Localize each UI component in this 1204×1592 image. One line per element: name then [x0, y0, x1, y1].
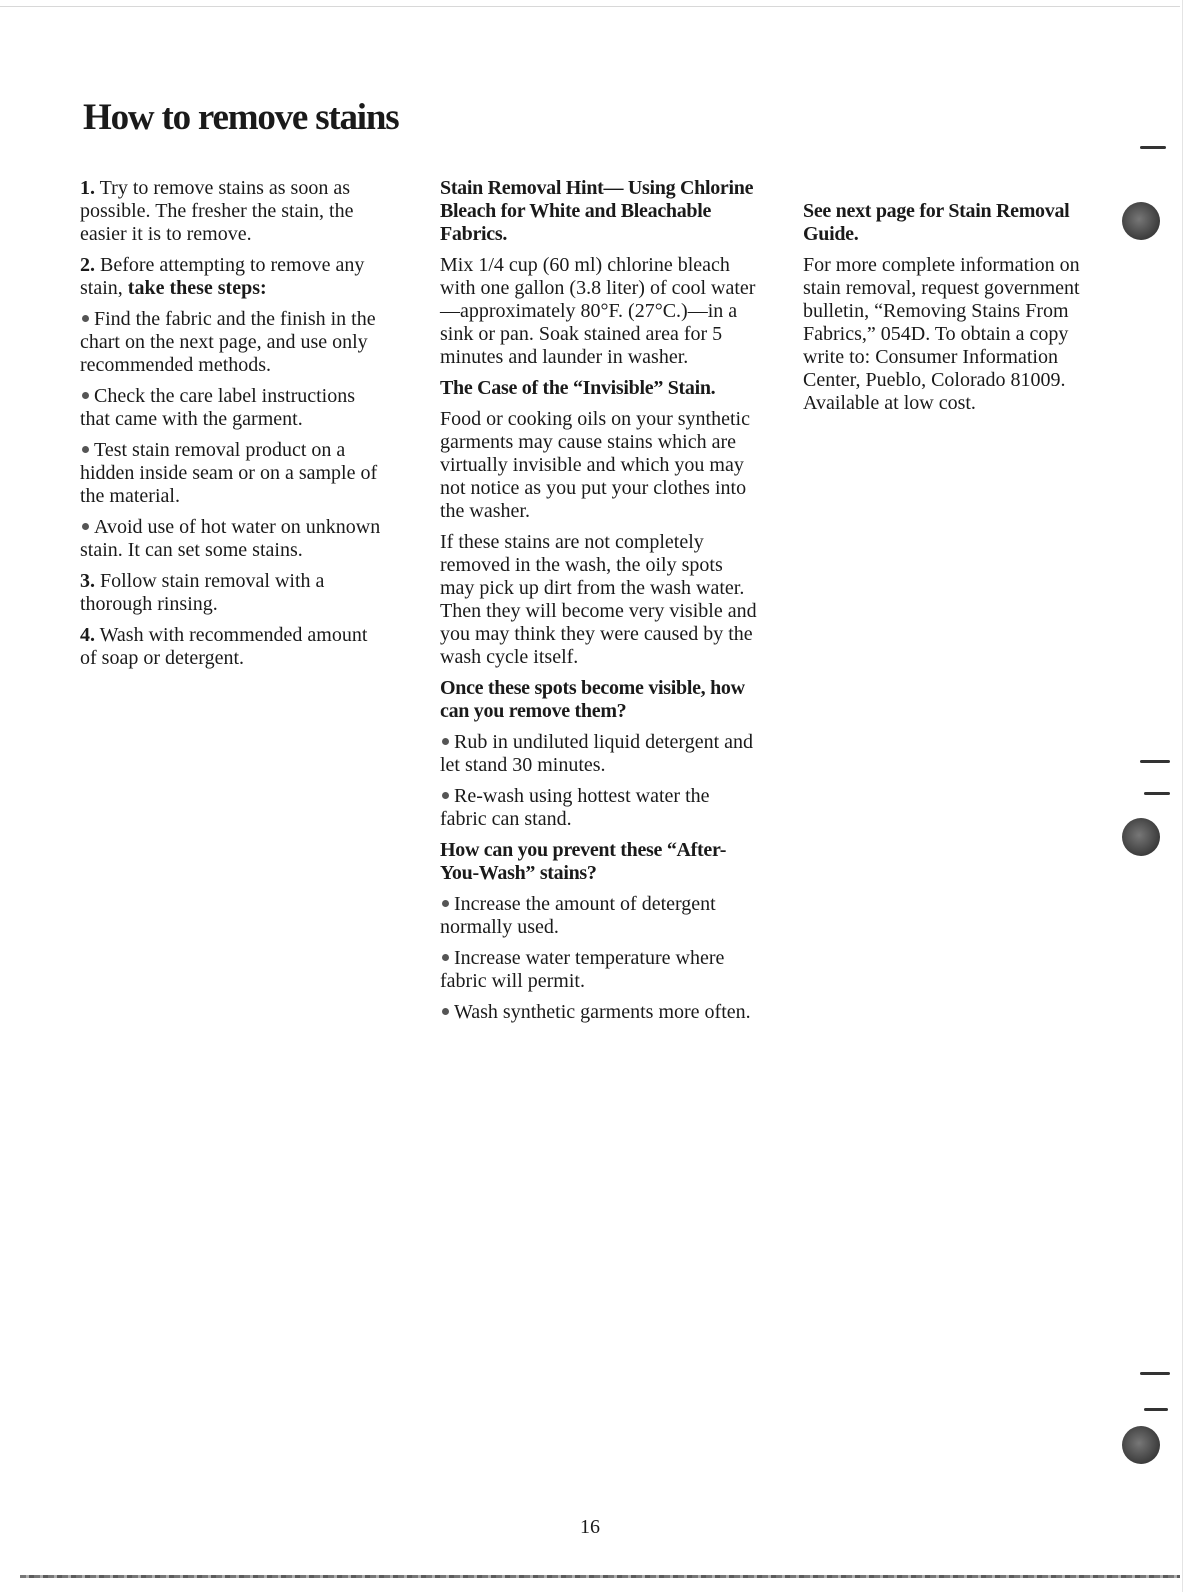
step-1: [80, 177, 385, 246]
scan-mark: [1140, 1372, 1170, 1375]
top-rule: [0, 6, 1180, 7]
list-item: [440, 731, 760, 777]
step-number: 3.: [80, 570, 95, 592]
step-text-bold: take these steps:: [127, 277, 267, 299]
list-item: [440, 785, 760, 831]
paragraph: Mix 1/4 cup (60 ml) chlorine bleach with one gallon (3.8 liter) of cool water—approximately 80°F. (27°C.)—in a sink or pan. Soak stained area for 5 minutes and launder in washer.: [440, 254, 756, 368]
list-item: [80, 385, 385, 431]
column-middle: [440, 177, 760, 1032]
paragraph: For more complete information on stain removal, request government bulletin, “Removing Stains From Fabrics,” 054D. To obtain a copy write to: Consumer Information Center, Pueblo, Colorado 81009. Available at low cost.: [803, 254, 1080, 414]
section-heading: How can you prevent these “After-You-Wash” stains?: [440, 839, 727, 884]
bullet-icon: [82, 523, 89, 530]
list-item: [80, 516, 385, 562]
list-item-text: Test stain removal product on a hidden inside seam or on a sample of the material.: [80, 439, 378, 507]
binder-hole-icon: [1122, 1426, 1160, 1464]
step-4: [80, 624, 385, 670]
bullet-icon: [82, 315, 89, 322]
list-item: [440, 947, 760, 993]
list-item-text: Check the care label instructions that came with the garment.: [80, 385, 356, 430]
list-item-text: Increase water temperature where fabric will permit.: [440, 947, 725, 992]
step-text: Before attempting to remove any stain,: [80, 254, 365, 299]
list-item-text: Rub in undiluted liquid detergent and let stand 30 minutes.: [440, 731, 754, 776]
step-number: 1.: [80, 177, 95, 199]
paragraph: Food or cooking oils on your synthetic garments may cause stains which are virtually invisible and which you may not notice as you put your clothes into the washer.: [440, 408, 750, 522]
scan-mark: [1140, 760, 1170, 763]
list-item: [80, 308, 385, 377]
column-right: [803, 200, 1113, 423]
page-title: How to remove stains: [83, 97, 399, 138]
step-text: Wash with recommended amount of soap or detergent.: [80, 624, 368, 669]
list-item: [440, 893, 760, 939]
bottom-rule: [20, 1575, 1180, 1578]
page-edge: [1182, 0, 1183, 1592]
list-item: [440, 1001, 760, 1024]
section-heading: Stain Removal Hint— Using Chlorine Bleach for White and Bleachable Fabrics.: [440, 177, 754, 245]
section-heading: See next page for Stain Removal Guide.: [803, 200, 1070, 245]
bullet-icon: [442, 738, 449, 745]
scan-mark: [1144, 1408, 1168, 1411]
scan-mark: [1144, 792, 1170, 795]
step-number: 2.: [80, 254, 95, 276]
list-item-text: Wash synthetic garments more often.: [454, 1001, 751, 1023]
paragraph: If these stains are not completely removed in the wash, the oily spots may pick up dirt from the wash water. Then they will become very visible and you may think they were caused by the wash cycle itself.: [440, 531, 757, 668]
bullet-icon: [442, 1008, 449, 1015]
list-item-text: Find the fabric and the finish in the chart on the next page, and use only recommended methods.: [80, 308, 376, 376]
section-heading: Once these spots become visible, how can you remove them?: [440, 677, 745, 722]
bullet-icon: [82, 446, 89, 453]
step-text: Follow stain removal with a thorough rinsing.: [80, 570, 325, 615]
binder-hole-icon: [1122, 202, 1160, 240]
page-number: 16: [580, 1516, 600, 1538]
list-item-text: Re-wash using hottest water the fabric can stand.: [440, 785, 710, 830]
section-heading: The Case of the “Invisible” Stain.: [440, 377, 716, 399]
step-number: 4.: [80, 624, 95, 646]
step-text: Try to remove stains as soon as possible. The fresher the stain, the easier it is to remove.: [80, 177, 354, 245]
list-item-text: Avoid use of hot water on unknown stain. It can set some stains.: [80, 516, 381, 561]
scan-mark: [1140, 146, 1166, 149]
list-item: [80, 439, 385, 508]
bullet-icon: [442, 792, 449, 799]
bullet-icon: [82, 392, 89, 399]
binder-hole-icon: [1122, 818, 1160, 856]
bullet-icon: [442, 900, 449, 907]
column-left: [80, 177, 385, 678]
step-2: [80, 254, 385, 300]
list-item-text: Increase the amount of detergent normally used.: [440, 893, 716, 938]
step-3: [80, 570, 385, 616]
bullet-icon: [442, 954, 449, 961]
